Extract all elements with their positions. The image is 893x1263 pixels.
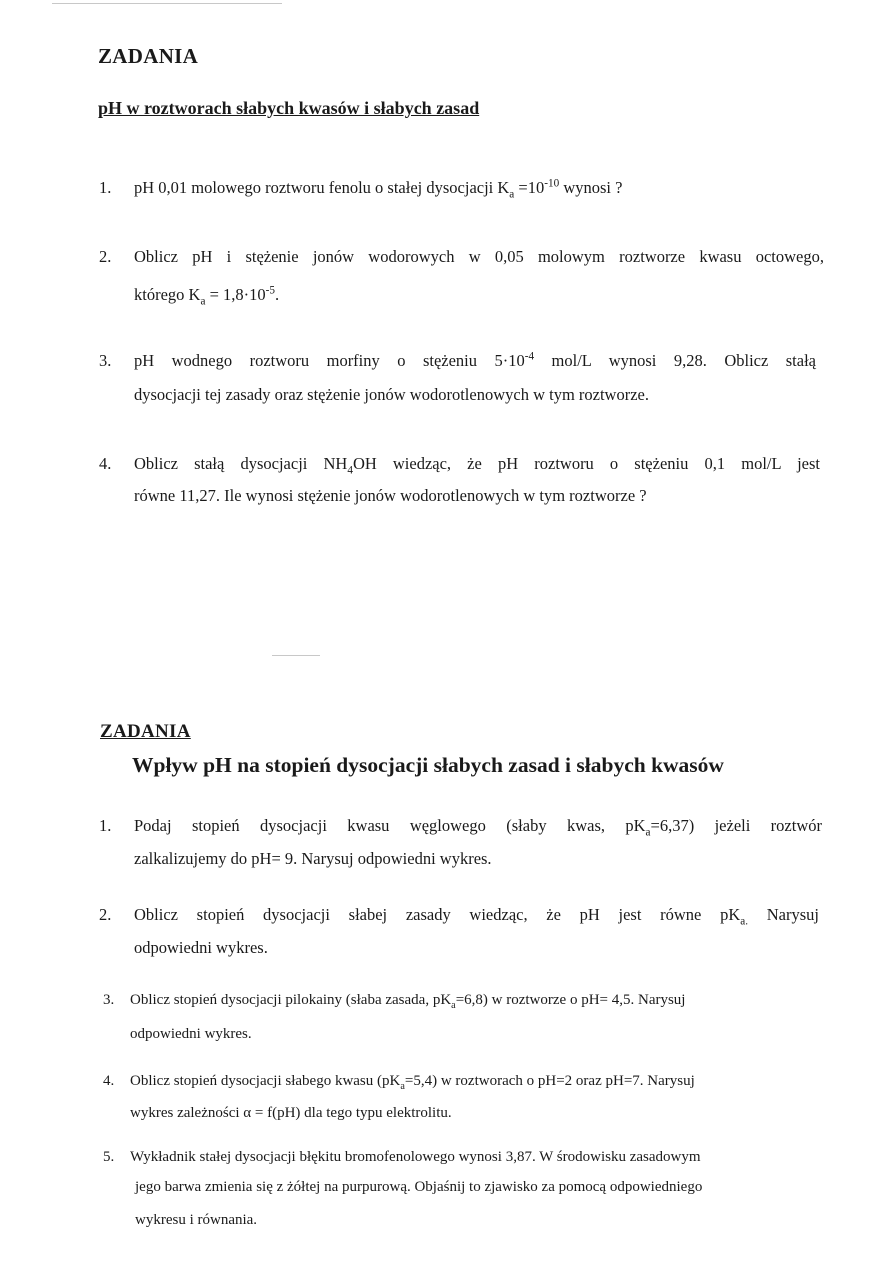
- section2-heading: ZADANIA: [100, 721, 191, 742]
- task-text-line: wykresu i równania.: [135, 1212, 258, 1228]
- task-text-line: pH 0,01 molowego roztworu fenolu o stałej dysocjacji $K_a =10^{-10}$ wynosi ?: [134, 177, 623, 201]
- task-text-line: jego barwa zmienia się z żółtej na purpurową. Objaśnij to zjawisko za pomocą odpowiedniego: [135, 1179, 703, 1195]
- task-text-line: odpowiedni wykres.: [130, 1026, 252, 1042]
- task-text-line: odpowiedni wykres.: [134, 938, 268, 957]
- task-text-line: Oblicz stopień dysocjacji słabego kwasu $(pK_a=5,4)$ w roztworach o pH=2 oraz pH=7. Narysuj: [130, 1073, 695, 1092]
- task-text-line: Oblicz pH i stężenie jonów wodorowych w 0,05 molowym roztworze kwasu octowego,: [134, 247, 824, 266]
- task-text-line: pH wodnego roztworu morfiny o stężeniu $5\cdot 10^{-4}$ mol/L wynosi 9,28. Oblicz stałą: [134, 350, 817, 370]
- task-text-line: zalkalizujemy do pH= 9. Narysuj odpowiedni wykres.: [134, 849, 492, 868]
- task-text-line: Wykładnik stałej dysocjacji błękitu bromofenolowego wynosi 3,87. W środowisku zasadowym: [130, 1149, 701, 1165]
- task-text-line: Oblicz stopień dysocjacji pilokainy (słaba zasada, $pK_a=6,8$) w roztworze o pH= 4,5. Narysuj: [130, 992, 686, 1011]
- section1-heading: ZADANIA: [98, 44, 199, 68]
- task-text-line: dysocjacji tej zasady oraz stężenie jonów wodorotlenowych w tym roztworze.: [134, 385, 649, 404]
- task-number: 4.: [99, 454, 112, 473]
- task-text-line: Podaj stopień dysocjacji kwasu węglowego (słaby kwas, $pK_a=6,37$) jeżeli roztwór: [134, 816, 822, 839]
- task-text-line: którego $K_a = 1,8\cdot 10^{-5}$.: [134, 284, 280, 308]
- task-text-line: wykres zależności α = f(pH) dla tego typu elektrolitu.: [130, 1105, 452, 1121]
- section2-subheading: Wpływ pH na stopień dysocjacji słabych zasad i słabych kwasów: [132, 753, 724, 777]
- task-text-line: Oblicz stałą dysocjacji $NH_4OH$ wiedząc, że pH roztworu o stężeniu 0,1 mol/L jest: [134, 454, 820, 477]
- task-number: 1.: [99, 816, 112, 835]
- task-number: 5.: [103, 1149, 115, 1165]
- section1-subheading: pH w roztworach słabych kwasów i słabych zasad: [98, 98, 480, 118]
- task-text-line: Oblicz stopień dysocjacji słabej zasady wiedząc, że pH jest równe $pK_{a.}$ Narysuj: [134, 905, 819, 928]
- task-text-line: równe 11,27. Ile wynosi stężenie jonów wodorotlenowych w tym roztworze ?: [134, 486, 647, 505]
- task-number: 3.: [99, 351, 112, 370]
- task-number: 2.: [99, 905, 112, 924]
- task-number: 3.: [103, 992, 115, 1008]
- task-number: 2.: [99, 247, 112, 266]
- task-number: 1.: [99, 178, 112, 197]
- scan-artifact-top: [52, 3, 282, 4]
- scan-artifact-middle: [272, 655, 320, 656]
- task-number: 4.: [103, 1073, 115, 1089]
